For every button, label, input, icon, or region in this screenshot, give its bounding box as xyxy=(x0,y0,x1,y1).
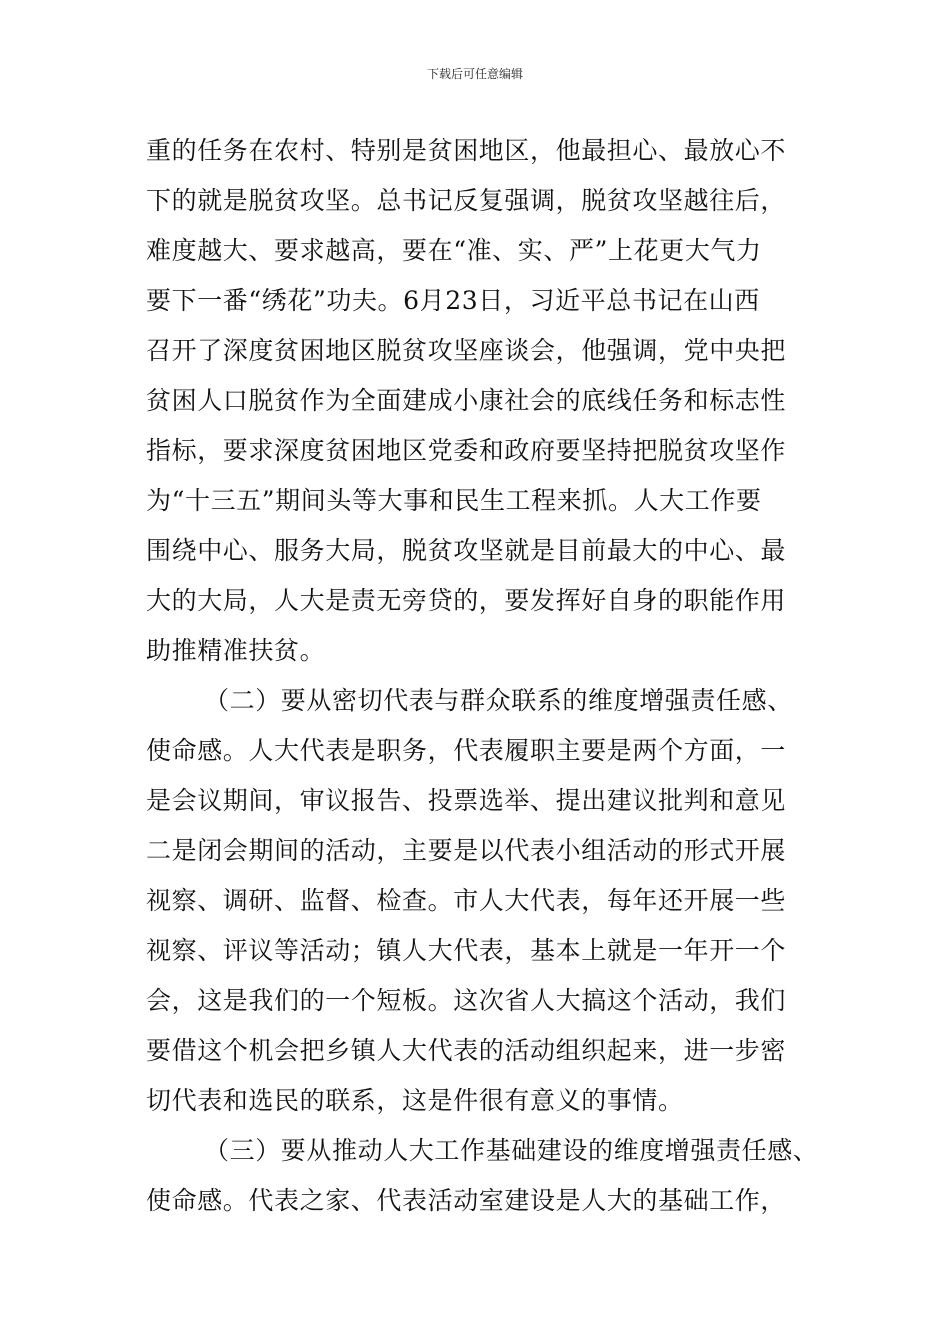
text-line: 使命感。代表之家、代表活动室建设是人大的基础工作， xyxy=(146,1186,787,1215)
text-line: 助推精准扶贫。 xyxy=(146,636,326,665)
text-line: 贫困人口脱贫作为全面建成小康社会的底线任务和标志性 xyxy=(146,386,787,415)
text-line: 指标，要求深度贫困地区党委和政府要坚持把脱贫攻坚作 xyxy=(146,436,787,465)
text-line: 召开了深度贫困地区脱贫攻坚座谈会，他强调，党中央把 xyxy=(146,336,787,365)
text-line: 是会议期间，审议报告、投票选举、提出建议批判和意见 xyxy=(146,786,787,815)
text-line: 大的大局，人大是责无旁贷的，要发挥好自身的职能作用 xyxy=(146,586,787,615)
text-line: 视察、评议等活动；镇人大代表，基本上就是一年开一个 xyxy=(146,936,787,965)
document-body xyxy=(146,126,836,1226)
text-line: 要下一番“绣花”功夫。6月23日，习近平总书记在山西 xyxy=(146,286,760,315)
text-line: 围绕中心、服务大局，脱贫攻坚就是目前最大的中心、最 xyxy=(146,536,787,565)
text-line: 视察、调研、监督、检查。市人大代表，每年还开展一些 xyxy=(146,886,787,915)
text-line: 下的就是脱贫攻坚。总书记反复强调，脱贫攻坚越往后， xyxy=(146,186,787,215)
text-line: 难度越大、要求越高，要在“准、实、严”上花更大气力 xyxy=(146,236,762,265)
text-line: 重的任务在农村、特别是贫困地区，他最担心、最放心不 xyxy=(146,136,787,165)
text-line: 使命感。人大代表是职务，代表履职主要是两个方面，一 xyxy=(146,736,787,765)
text-line: 为“十三五”期间头等大事和民生工程来抓。人大工作要 xyxy=(146,486,762,515)
page-header: 下载后可任意编辑 xyxy=(426,67,523,81)
text-line: 会，这是我们的一个短板。这次省人大搞这个活动，我们 xyxy=(146,986,787,1015)
text-line: 二是闭会期间的活动，主要是以代表小组活动的形式开展 xyxy=(146,836,787,865)
section-heading-line: （三）要从推动人大工作基础建设的维度增强责任感、 xyxy=(204,1136,819,1165)
section-heading-line: （二）要从密切代表与群众联系的维度增强责任感、 xyxy=(204,686,793,715)
text-line: 切代表和选民的联系，这是件很有意义的事情。 xyxy=(146,1086,684,1115)
text-line: 要借这个机会把乡镇人大代表的活动组织起来，进一步密 xyxy=(146,1036,787,1065)
